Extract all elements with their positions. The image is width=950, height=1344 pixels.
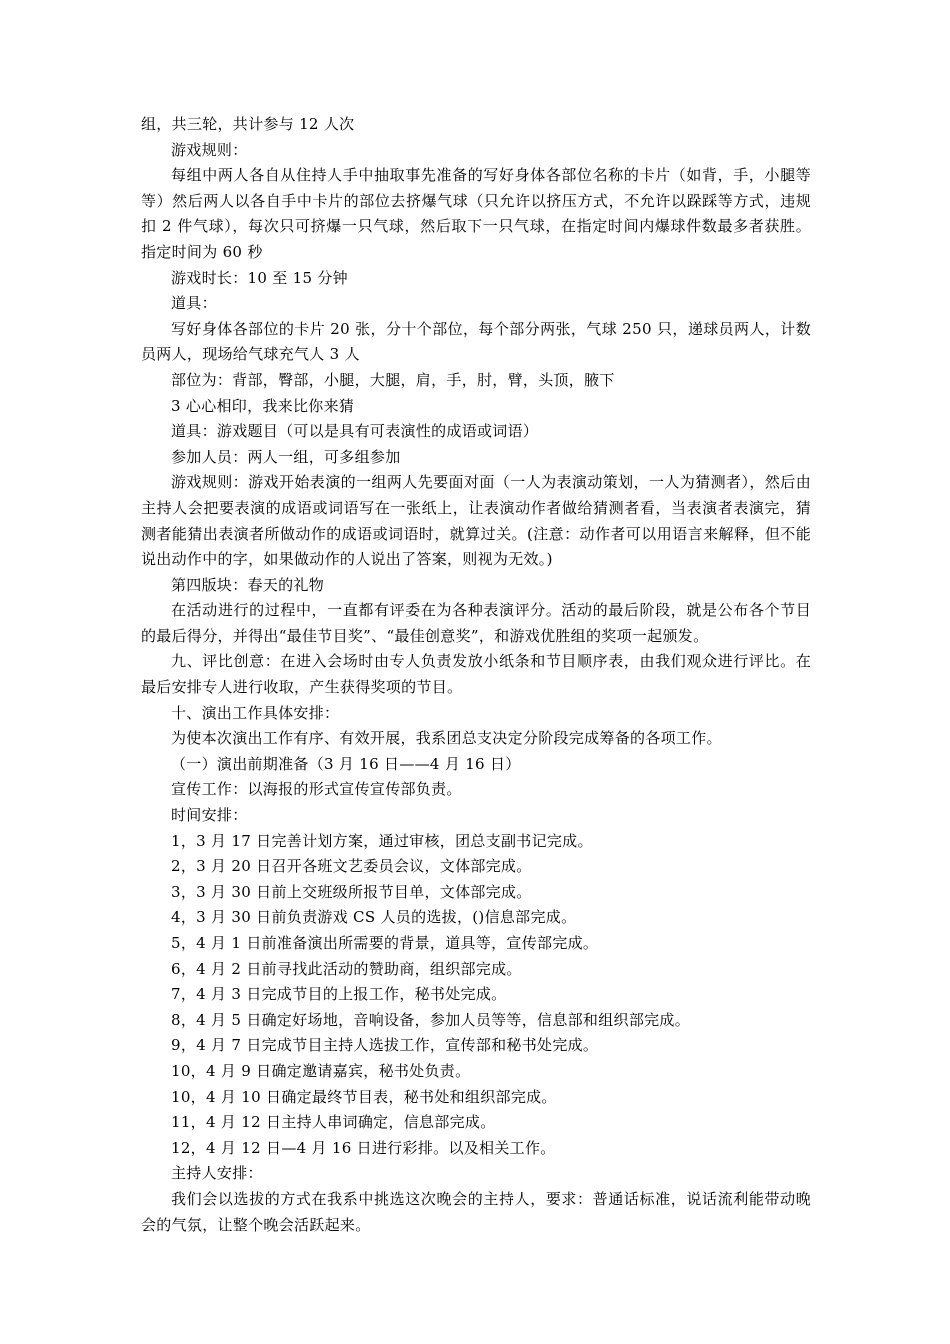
paragraph: 游戏规则：游戏开始表演的一组两人先要面对面（一人为表演动策划，一人为猜测者），然后由主持人会把要表演的成语或词语写在一张纸上，让表演动作者做给猜测者看，当表演者表演完，猜测者能猜出表演者所做动作的成语或词语时，就算过关。(注意：动作者可以用语言来解释，但不能说出动作中的字，如果做动作的人说出了答案，则视为无效。) [141, 473, 811, 569]
schedule-item: 8，4 月 5 日确定好场地，音响设备，参加人员等等，信息部和组织部完成。 [171, 1010, 691, 1029]
section-heading: 3 心心相印，我来比你来猜 [171, 396, 355, 415]
paragraph: 主持人安排： [171, 1164, 263, 1183]
schedule-item: 1，3 月 17 日完善计划方案，通过审核，团总支副书记完成。 [171, 831, 593, 850]
paragraph: 组，共三轮，共计参与 12 人次 [141, 115, 355, 133]
paragraph: 道具： [171, 294, 217, 313]
schedule-item: 10，4 月 9 日确定邀请嘉宾，秘书处负责。 [171, 1061, 471, 1080]
schedule-item: 6，4 月 2 日前寻找此活动的赞助商，组织部完成。 [171, 959, 522, 978]
schedule-item: 10，4 月 10 日确定最终节目表，秘书处和组织部完成。 [171, 1087, 557, 1106]
schedule-item: 9，4 月 7 日完成节目主持人选拔工作，宣传部和秘书处完成。 [171, 1036, 599, 1055]
paragraph: 部位为：背部，臀部，小腿，大腿，肩，手，肘，臂，头顶，腋下 [171, 370, 615, 389]
schedule-item: 2，3 月 20 日召开各班文艺委员会议，文体部完成。 [171, 857, 532, 876]
subsection-heading: （一）演出前期准备（3 月 16 日——4 月 16 日） [171, 754, 521, 773]
document-page [141, 112, 811, 1238]
paragraph: 时间安排： [171, 806, 248, 825]
paragraph: 游戏时长：10 至 15 分钟 [171, 268, 348, 287]
paragraph: 在活动进行的过程中，一直都有评委在为各种表演评分。活动的最后阶段，就是公布各个节目的最后得分，并得出“最佳节目奖”、“最佳创意奖”，和游戏优胜组的奖项一起颁发。 [141, 601, 811, 645]
section-heading: 九、评比创意：在进入会场时由专人负责发放小纸条和节目顺序表，由我们观众进行评比。在最后安排专人进行收取，产生获得奖项的节目。 [141, 652, 811, 697]
schedule-item: 7，4 月 3 日完成节目的上报工作，秘书处完成。 [171, 985, 507, 1004]
section-heading: 十、演出工作具体安排： [171, 703, 340, 722]
schedule-item: 12，4 月 12 日—4 月 16 日进行彩排。以及相关工作。 [171, 1138, 556, 1157]
paragraph: 为使本次演出工作有序、有效开展，我系团总支决定分阶段完成筹备的各项工作。 [171, 729, 722, 748]
paragraph: 参加人员：两人一组，可多组参加 [171, 447, 401, 466]
paragraph: 道具：游戏题目（可以是具有可表演性的成语或词语） [171, 422, 539, 441]
schedule-item: 11，4 月 12 日主持人串词确定，信息部完成。 [171, 1113, 496, 1132]
paragraph: 游戏规则： [171, 140, 248, 159]
paragraph: 写好身体各部位的卡片 20 张，分十个部位，每个部分两张，气球 250 只，递球员两人，计数员两人，现场给气球充气人 3 人 [141, 319, 811, 364]
schedule-item: 5，4 月 1 日前准备演出所需要的背景，道具等，宣传部完成。 [171, 934, 599, 952]
paragraph: 宣传工作：以海报的形式宣传宣传部负责。 [171, 780, 462, 799]
schedule-item: 4，3 月 30 日前负责游戏 CS 人员的选拔，()信息部完成。 [171, 908, 577, 927]
schedule-item: 3，3 月 30 日前上交班级所报节目单，文体部完成。 [171, 882, 532, 901]
paragraph: 我们会以选拔的方式在我系中挑选这次晚会的主持人，要求：普通话标准，说话流利能带动晚会的气氛，让整个晚会活跃起来。 [141, 1189, 811, 1234]
paragraph: 每组中两人各自从住持人手中抽取事先准备的写好身体各部位名称的卡片（如背，手，小腿等等）然后两人以各自手中卡片的部位去挤爆气球（只允许以挤压方式，不允许以跺踩等方式，违规扣 2 件气球），每次只可挤爆一只气球，然后取下一只气球，在指定时间内爆球件数最多者获胜。指定时间为 60 秒 [141, 166, 811, 261]
section-heading: 第四版块：春天的礼物 [171, 575, 325, 594]
